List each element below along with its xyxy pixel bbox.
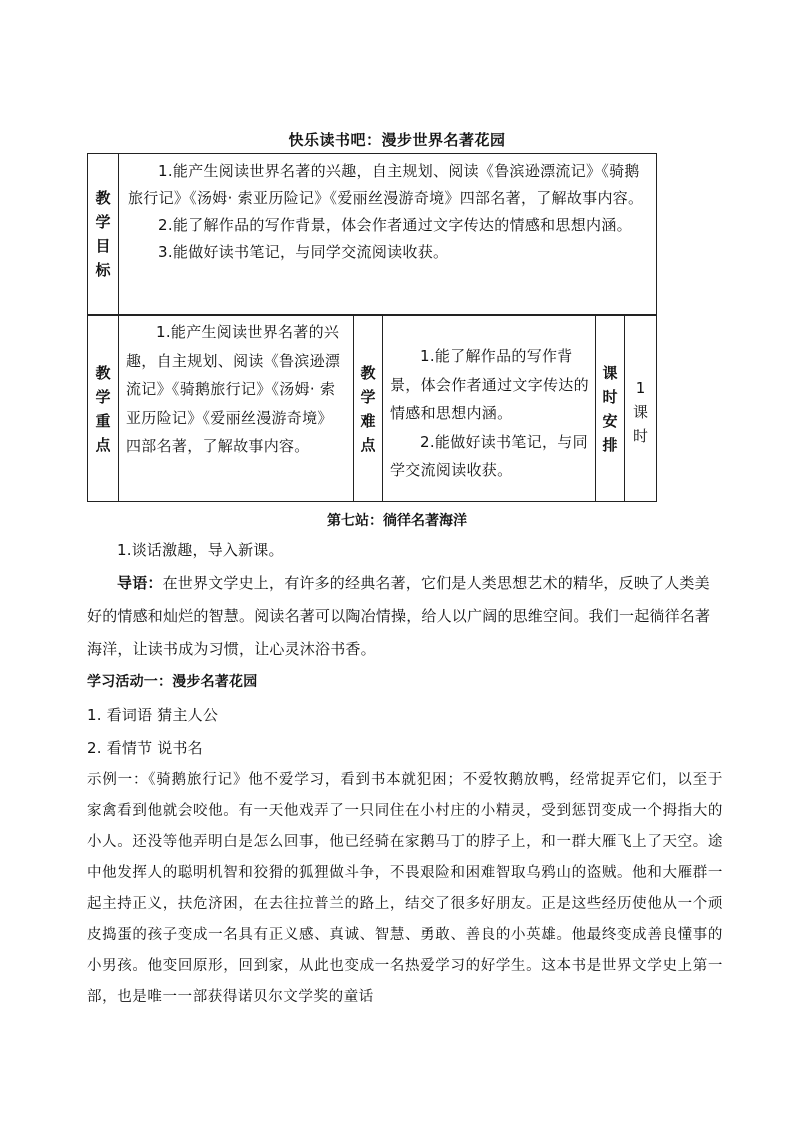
goal-item: 2.能了解作品的写作背景，体会作者通过文字传达的情感和思想内涵。 xyxy=(158,216,632,234)
intro-text: 在世界文学史上，有许多的经典名著，它们是人类思想艺术的精华，反映了人类美好的情感和灿烂的智慧。阅读名著可以陶冶情操，给人以广阔的思维空间。我们一起徜徉名著海洋，让读书成为习惯，让心灵沐浴书香。 xyxy=(87,574,711,658)
activity-title: 学习活动一：漫步名著花园 xyxy=(87,674,258,690)
schedule-value: 1课时 xyxy=(632,379,648,445)
sub-step-1: 1. 看词语 猜主人公 xyxy=(87,706,219,724)
focus-content-cell xyxy=(119,316,354,502)
sub-step-2: 2. 看情节 说书名 xyxy=(87,739,203,757)
station-title: 第七站：徜徉名著海洋 xyxy=(327,513,467,529)
goals-label-cell xyxy=(88,154,119,315)
goals-label: 教学目标 xyxy=(95,189,111,279)
page-title: 快乐读书吧：漫步世界名著花园 xyxy=(288,131,506,149)
schedule-label: 课时安排 xyxy=(602,363,618,454)
goal-item: 3.能做好读书笔记，与同学交流阅读收获。 xyxy=(158,243,449,261)
goal-item: 1.能产生阅读世界名著的兴趣，自主规划、阅读《鲁滨逊漂流记》《骑鹅旅行记》《汤姆· 索亚历险记》《爱丽丝漫游奇境》四部名著，了解故事内容。 xyxy=(128,162,644,207)
schedule-label-cell xyxy=(596,316,625,502)
intro-label: 导语： xyxy=(117,574,163,592)
focus-label-cell xyxy=(88,316,119,502)
step-1: 1.谈话激趣，导入新课。 xyxy=(117,541,284,559)
difficulty-content-cell xyxy=(383,316,596,502)
difficulty-label-cell xyxy=(354,316,383,502)
lesson-body xyxy=(87,534,723,1013)
focus-label: 教学重点 xyxy=(95,363,111,454)
goals-table xyxy=(87,153,657,315)
difficulty-item: 1.能了解作品的写作背景，体会作者通过文字传达的情感和思想内涵。 xyxy=(390,347,589,422)
focus-difficulty-table xyxy=(87,315,657,502)
example-1: 示例一：《骑鹅旅行记》他不爱学习，看到书本就犯困；不爱牧鹅放鸭，经常捉弄它们，以至于家禽看到他就会咬他。有一天他戏弄了一只同住在小村庄的小精灵，受到惩罚变成一个拇指大的小人。还没等他弄明白是怎么回事，他已经骑在家鹅马丁的脖子上，和一群大雁飞上了天空。途中他发挥人的聪明机智和狡猾的狐狸做斗争，不畏艰险和困难智取乌鸦山的盗贼。他和大雁群一起主持正义，扶危济困，在去往拉普兰的路上，结交了很多好朋友。正是这些经历使他从一个顽皮捣蛋的孩子变成一名具有正义感、真诚、智慧、勇敢、善良的小英雄。他最终变成善良懂事的小男孩。他变回原形，回到家，从此也变成一名热爱学习的好学生。这本书是世界文学史上第一部，也是唯一一部获得诺贝尔文学奖的童话 xyxy=(87,772,723,1005)
goals-content-cell xyxy=(119,154,657,315)
schedule-value-cell xyxy=(625,316,657,502)
difficulty-label: 教学难点 xyxy=(360,363,376,454)
intro-paragraph xyxy=(87,567,723,666)
focus-text: 1.能产生阅读世界名著的兴趣，自主规划、阅读《鲁滨逊漂流记》《骑鹅旅行记》《汤姆· 索亚历险记》《爱丽丝漫游奇境》四部名著，了解故事内容。 xyxy=(126,323,341,455)
difficulty-item: 2.能做好读书笔记，与同学交流阅读收获。 xyxy=(390,432,588,479)
